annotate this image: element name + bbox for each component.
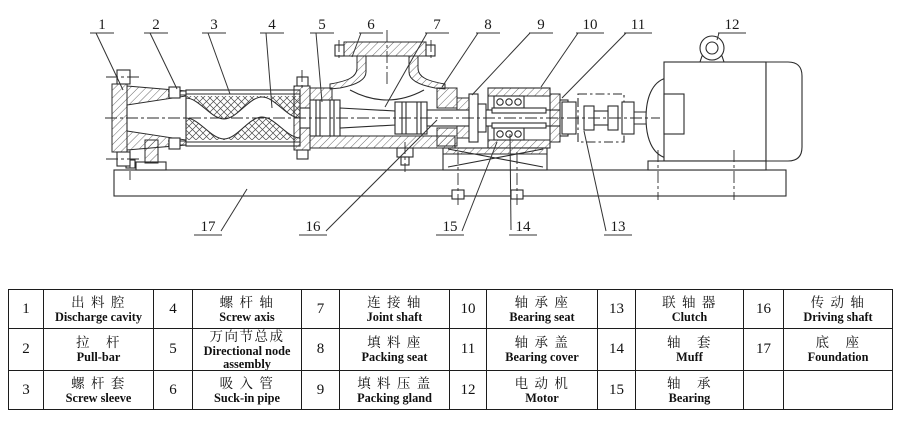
part-zh-label: 拉 杆 (76, 335, 121, 351)
part-zh-label: 填 料 压 盖 (357, 375, 432, 391)
part-en-label: Packing seat (361, 350, 428, 365)
part-zh-label: 传 动 轴 (810, 294, 866, 310)
empty-cell (784, 371, 893, 410)
part-name-4 (193, 290, 302, 329)
callout-8 (442, 17, 500, 87)
part-en-label: Clutch (671, 309, 708, 324)
part-zh-label: 联 轴 器 (662, 294, 717, 310)
part-zh-label: 轴 承 盖 (514, 335, 570, 351)
callout-2 (144, 17, 177, 89)
part-en-label: Muff (676, 350, 703, 365)
callout-number-text: 16 (305, 219, 321, 235)
part-zh-label: 连 接 轴 (367, 294, 422, 310)
callout-number-text: 10 (582, 17, 598, 33)
part-zh-label: 底 座 (815, 335, 861, 351)
callout-number-text: 6 (367, 17, 375, 33)
part-zh-label: 吸 入 管 (219, 375, 275, 391)
part-name-1 (44, 290, 154, 329)
part-en-label: Driving shaft (803, 309, 873, 324)
parts-table (8, 289, 893, 410)
terminal-box (664, 94, 684, 134)
callout-10 (541, 17, 604, 87)
motor-feet (648, 161, 766, 170)
callout-number-text: 5 (318, 17, 326, 33)
part-name-10 (487, 290, 598, 329)
part-en-label: Discharge cavity (54, 309, 143, 324)
part-number-8: 8 (302, 329, 340, 371)
part-name-9 (340, 371, 450, 410)
callout-number-text: 3 (210, 17, 218, 33)
callout-number-text: 1 (98, 17, 106, 33)
part-number-12: 12 (450, 371, 487, 410)
part-zh-label: 螺 杆 轴 (219, 294, 275, 310)
callout-number-text: 9 (537, 17, 545, 33)
part-zh-label: 出 料 腔 (71, 294, 126, 310)
part-en-label: Directional node assembly (203, 344, 291, 371)
callout-11 (562, 17, 652, 98)
part-number-15: 15 (598, 371, 636, 410)
part-number-13: 13 (598, 290, 636, 329)
callout-number-text: 12 (724, 17, 740, 33)
part-zh-label: 电 动 机 (514, 375, 570, 391)
part-number-9: 9 (302, 371, 340, 410)
callout-number-text: 2 (152, 17, 160, 33)
part-name-15 (636, 371, 744, 410)
part-number-7: 7 (302, 290, 340, 329)
part-name-5 (193, 329, 302, 371)
parts-table-row (9, 290, 893, 329)
callout-number-text: 15 (442, 219, 458, 235)
part-zh-label: 万向节总成 (209, 329, 285, 344)
callout-number-text: 4 (268, 17, 276, 33)
part-en-label: Bearing cover (505, 350, 579, 365)
part-number-17: 17 (744, 329, 784, 371)
muff (492, 108, 546, 113)
part-zh-label: 轴 套 (667, 335, 712, 351)
part-name-14 (636, 329, 744, 371)
parts-table-row (9, 329, 893, 371)
part-en-label: Foundation (807, 350, 869, 365)
part-number-14: 14 (598, 329, 636, 371)
baseplate (114, 170, 786, 196)
part-name-17 (784, 329, 893, 371)
part-number-16: 16 (744, 290, 784, 329)
callout-number-text: 8 (484, 17, 492, 33)
part-en-label: Pull-bar (76, 350, 121, 365)
part-name-12 (487, 371, 598, 410)
callout-number-text: 11 (630, 17, 646, 33)
part-en-label: Screw axis (219, 309, 275, 324)
part-en-label: Joint shaft (366, 309, 423, 324)
callout-number-text: 7 (433, 17, 441, 33)
part-en-label: Bearing seat (509, 309, 575, 324)
part-en-label: Screw sleeve (65, 391, 132, 406)
part-en-label: Suck-in pipe (214, 391, 280, 406)
part-number-11: 11 (450, 329, 487, 371)
callout-12 (717, 17, 746, 40)
callout-number-text: 17 (200, 219, 216, 235)
part-number-2: 2 (9, 329, 44, 371)
part-number-5: 5 (154, 329, 193, 371)
part-name-13 (636, 290, 744, 329)
callout-1 (90, 17, 123, 90)
part-name-7 (340, 290, 450, 329)
callout-number-text: 14 (515, 219, 531, 235)
part-number-6: 6 (154, 371, 193, 410)
part-name-16 (784, 290, 893, 329)
callout-number-text: 13 (610, 219, 626, 235)
pump-drawing (105, 30, 802, 205)
part-name-2 (44, 329, 154, 371)
parts-table-row (9, 371, 893, 410)
part-name-6 (193, 371, 302, 410)
callout-3 (202, 17, 230, 94)
part-zh-label: 螺 杆 套 (71, 375, 126, 391)
part-number-10: 10 (450, 290, 487, 329)
part-zh-label: 轴 承 座 (514, 294, 570, 310)
part-number-4: 4 (154, 290, 193, 329)
part-name-3 (44, 371, 154, 410)
empty-cell (744, 371, 784, 410)
part-name-11 (487, 329, 598, 371)
part-number-3: 3 (9, 371, 44, 410)
part-zh-label: 填 料 座 (367, 335, 422, 351)
part-zh-label: 轴 承 (667, 375, 712, 391)
part-en-label: Bearing (668, 391, 711, 406)
part-name-8 (340, 329, 450, 371)
part-en-label: Motor (525, 391, 559, 406)
suck-in-pipe (330, 30, 445, 89)
part-number-1: 1 (9, 290, 44, 329)
part-en-label: Packing gland (357, 391, 432, 406)
